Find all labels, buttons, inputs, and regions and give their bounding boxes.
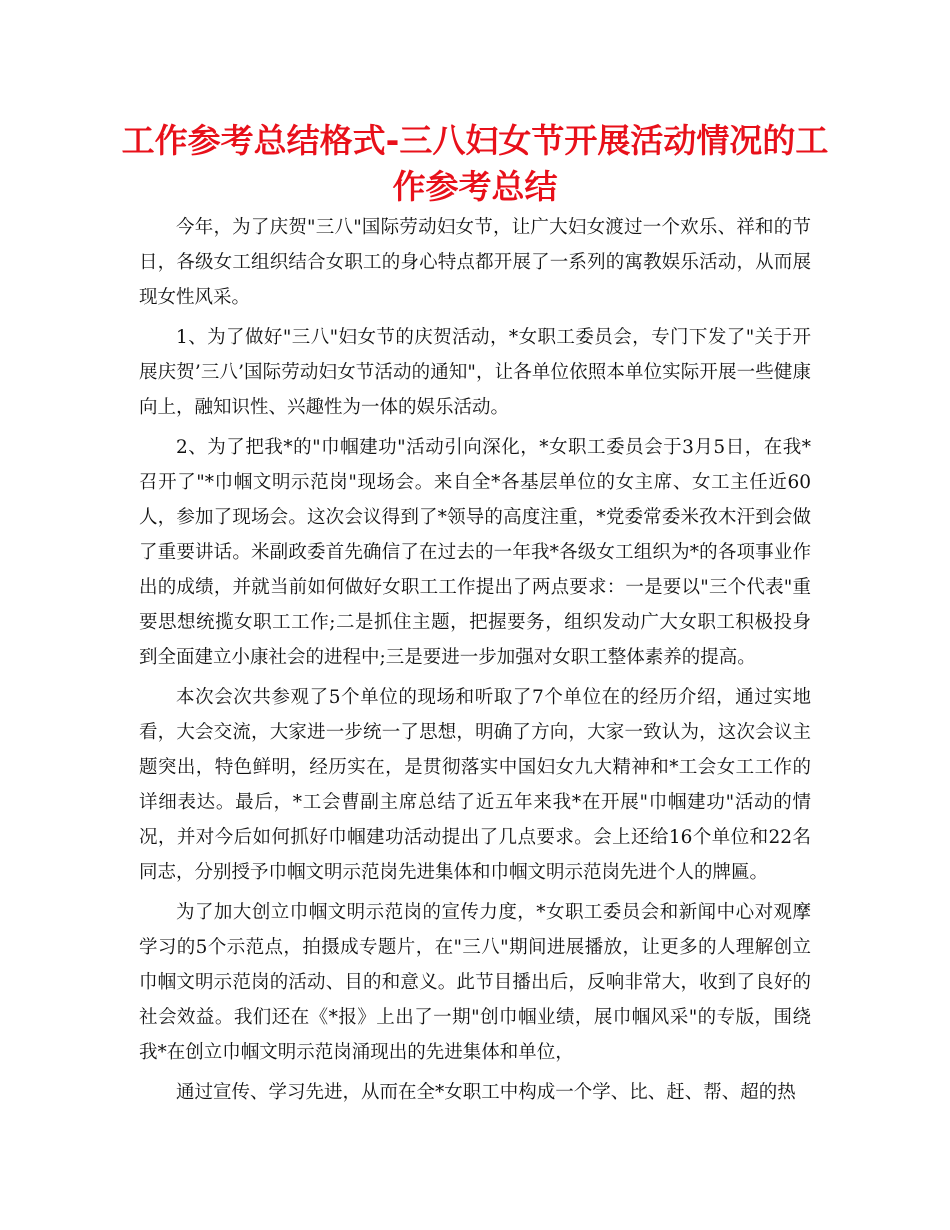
paragraph: 2、为了把我*的"巾帼建功"活动引向深化，*女职工委员会于3月5日，在我*召开了"*巾帼文明示范岗"现场会。来自全*各基层单位的女主席、女工主任近60人，参加了现场会。这次会议得到了*领导的高度注重，*党委常委米孜木汗到会做了重要讲话。米副政委首先确信了在过去的一年我*各级女工组织为*的各项事业作出的成绩，并就当前如何做好女职工工作提出了两点要求：一是要以"三个代表"重要思想统揽女职工工作;二是抓住主题，把握要务，组织发动广大女职工积极投身到全面建立小康社会的进程中;三是要进一步加强对女职工整体素养的提高。 bbox=[139, 437, 811, 668]
paragraph: 为了加大创立巾帼文明示范岗的宣传力度，*女职工委员会和新闻中心对观摩学习的5个示范点，拍摄成专题片，在"三八"期间进展播放，让更多的人理解创立巾帼文明示范岗的活动、目的和意义。此节目播出后，反响非常大，收到了良好的社会效益。我们还在《*报》上出了一期"创巾帼业绩，展巾帼风采"的专版，围绕我*在创立巾帼文明示范岗涌现出的先进集体和单位， bbox=[139, 902, 811, 1063]
document-body bbox=[139, 210, 811, 1115]
document-title: 工作参考总结格式-三八妇女节开展活动情况的工作参考总结 bbox=[121, 121, 829, 206]
paragraph: 1、为了做好"三八"妇女节的庆贺活动，*女职工委员会，专门下发了"关于开展庆贺’三八’国际劳动妇女节活动的通知"，让各单位依照本单位实际开展一些健康向上，融知识性、兴趣性为一体的娱乐活动。 bbox=[139, 327, 811, 418]
paragraph: 通过宣传、学习先进，从而在全*女职工中构成一个学、比、赶、帮、超的热 bbox=[176, 1082, 796, 1103]
paragraph: 今年，为了庆贺"三八"国际劳动妇女节，让广大妇女渡过一个欢乐、祥和的节日，各级女工组织结合女职工的身心特点都开展了一系列的寓教娱乐活动，从而展现女性风采。 bbox=[139, 217, 811, 308]
paragraph: 本次会次共参观了5个单位的现场和听取了7个单位在的经历介绍，通过实地看，大会交流，大家进一步统一了思想，明确了方向，大家一致认为，这次会议主题突出，特色鲜明，经历实在，是贯彻落实中国妇女九大精神和*工会女工工作的详细表达。最后，*工会曹副主席总结了近五年来我*在开展"巾帼建功"活动的情况，并对今后如何抓好巾帼建功活动提出了几点要求。会上还给16个单位和22名同志，分别授予巾帼文明示范岗先进集体和巾帼文明示范岗先进个人的牌匾。 bbox=[139, 687, 811, 883]
